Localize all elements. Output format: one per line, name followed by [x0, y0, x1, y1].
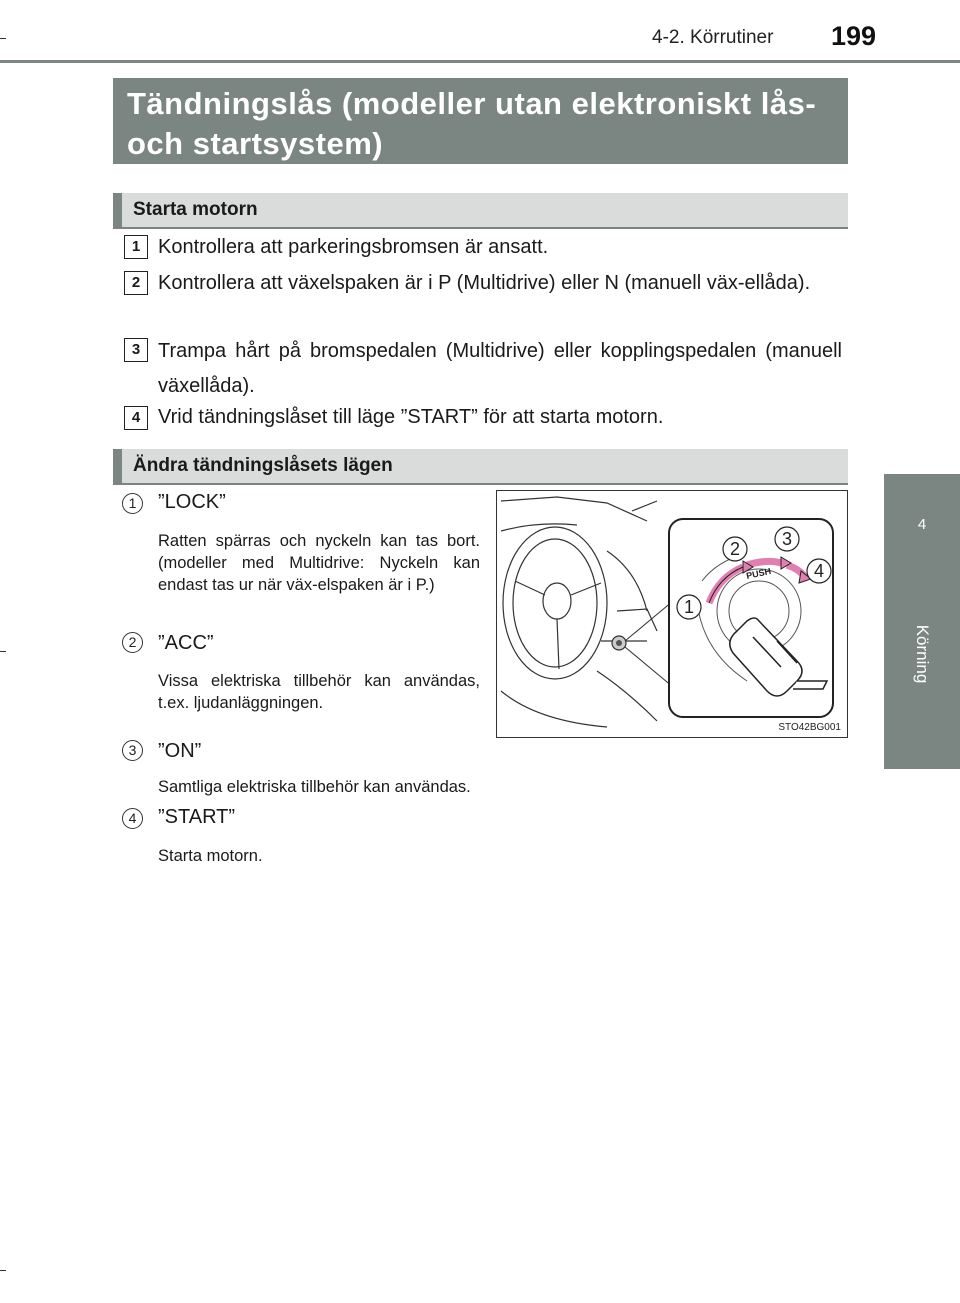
- page-number: 199: [831, 21, 877, 51]
- step-number: 2: [124, 271, 148, 295]
- step-number: 1: [124, 235, 148, 259]
- illustration-label-4: 4: [813, 561, 825, 581]
- section-heading-text: Starta motorn: [133, 199, 258, 220]
- section-heading-start: [113, 193, 848, 229]
- page-title-box: [113, 78, 848, 164]
- header-rule: [0, 60, 960, 63]
- position-title: ”ON”: [158, 740, 202, 762]
- step-text: Kontrollera att växelspaken är i P (Multidrive) eller N (manuell väx-ellåda).: [158, 272, 811, 294]
- step-text: Trampa hårt på bromspedalen (Multidrive) eller kopplingspedalen (manuell växellåda).: [158, 340, 842, 397]
- crop-mark: [0, 651, 6, 652]
- position-description: Starta motorn.: [158, 847, 263, 865]
- illustration-label-1: 1: [683, 597, 695, 617]
- position-number: 2: [122, 632, 143, 653]
- crop-mark: [0, 1270, 6, 1271]
- position-title: ”LOCK”: [158, 491, 226, 513]
- position-title: ”ACC”: [158, 632, 214, 654]
- section-heading-text: Ändra tändningslåsets lägen: [133, 455, 393, 476]
- position-number: 4: [122, 808, 143, 829]
- section-heading-positions: [113, 449, 848, 485]
- crop-mark: [0, 38, 6, 39]
- chapter-tab[interactable]: [884, 474, 960, 769]
- step-text: Vrid tändningslåset till läge ”START” för att starta motorn.: [158, 406, 664, 428]
- heading-bar: [113, 193, 122, 227]
- ignition-drawing: [497, 491, 847, 737]
- chapter-label-wrap: [908, 594, 936, 714]
- section-header: 4-2. Körrutiner: [652, 27, 774, 48]
- position-number: 1: [122, 493, 143, 514]
- position-description: Vissa elektriska tillbehör kan användas, t.ex. ljudanläggningen.: [158, 672, 480, 712]
- position-title: ”START”: [158, 806, 236, 828]
- chapter-number: 4: [917, 516, 927, 533]
- illustration-label-3: 3: [781, 529, 793, 549]
- step-number: 4: [124, 406, 148, 430]
- ignition-illustration: [496, 490, 848, 738]
- step-number: 3: [124, 338, 148, 362]
- push-label: PUSH: [745, 565, 772, 581]
- illustration-code: STO42BG001: [778, 722, 841, 733]
- step-text: Kontrollera att parkeringsbromsen är ansatt.: [158, 236, 549, 258]
- illustration-label-2: 2: [729, 539, 741, 559]
- position-description: Samtliga elektriska tillbehör kan användas.: [158, 778, 471, 796]
- position-description: Ratten spärras och nyckeln kan tas bort. (modeller med Multidrive: Nyckeln kan endast tas ur när väx-elspaken är i P.): [158, 532, 480, 594]
- position-number: 3: [122, 740, 143, 761]
- chapter-label: Körning: [913, 624, 932, 684]
- heading-bar: [113, 449, 122, 483]
- page-title: Tändningslås (modeller utan elektroniskt lås- och startsystem): [127, 86, 817, 161]
